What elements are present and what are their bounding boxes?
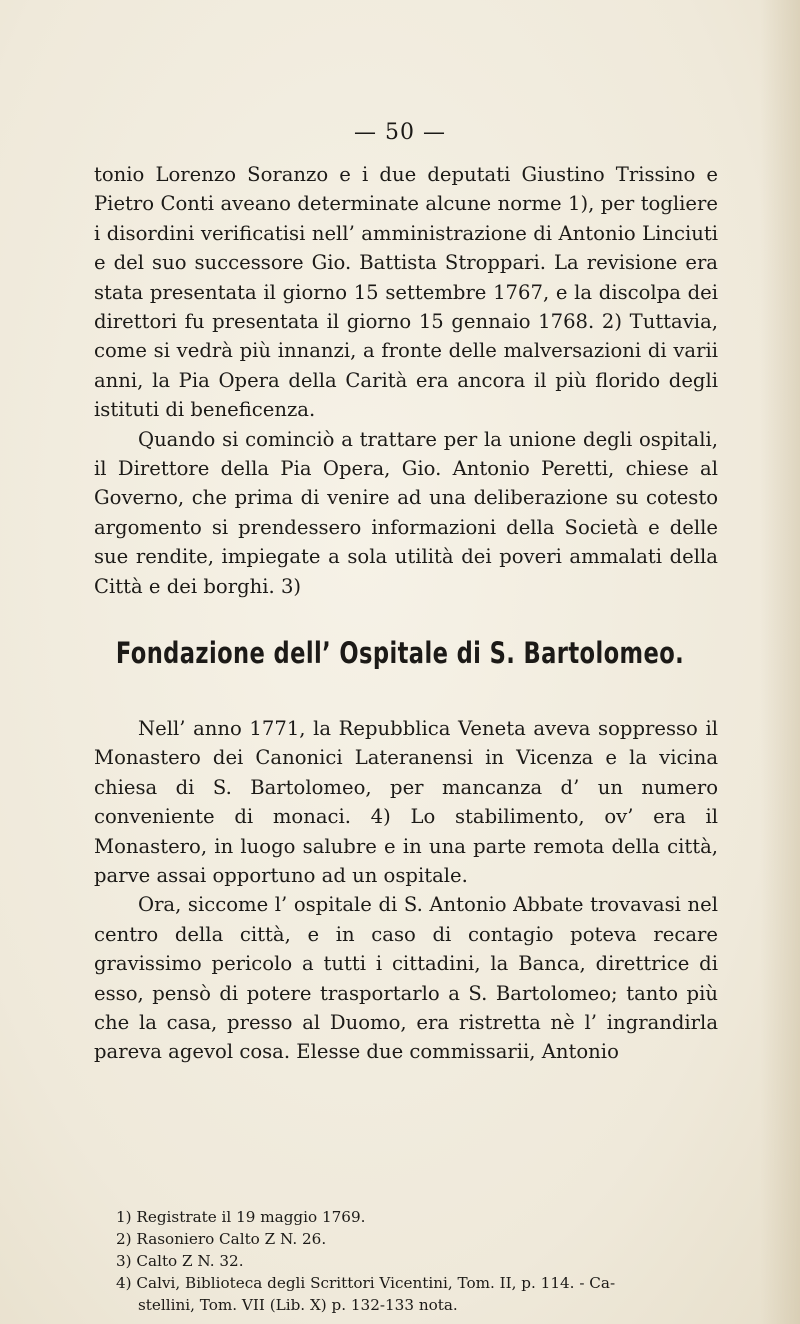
footnote-continuation: stellini, Tom. VII (Lib. X) p. 132-133 nota. <box>138 1296 458 1314</box>
paragraph-continued: tonio Lorenzo Soranzo e i due deputati Giustino Trissino e Pietro Conti aveano determinate alcune norme 1), per togliere i disordini verificatisi nell’ amministrazione di Antonio Linciuti e del suo successore Gio. Battista Stroppari. La revisione era stata presentata il giorno 15 settembre 1767, e la discolpa dei direttori fu presentata il giorno 15 gennaio 1768. 2) Tuttavia, come si vedrà più innanzi, a fronte delle malversazioni di varii anni, la Pia Opera della Carità era ancora il più florido degli istituti di beneficenza. <box>94 163 718 422</box>
footnotes <box>116 1206 716 1316</box>
footnote: 4) Calvi, Biblioteca degli Scrittori Vicentini, Tom. II, p. 114. - Ca- <box>116 1274 616 1292</box>
text-block-top <box>94 160 718 601</box>
page-edge-shadow <box>760 0 800 1324</box>
footnote: 3) Calto Z N. 32. <box>116 1252 244 1270</box>
footnote: 2) Rasoniero Calto Z N. 26. <box>116 1230 327 1248</box>
section-heading: Fondazione dell’ Ospitale di S. Bartolomeo. <box>115 636 685 670</box>
paragraph: Quando si cominciò a trattare per la unione degli ospitali, il Direttore della Pia Opera, Gio. Antonio Peretti, chiese al Governo, che prima di venire ad una deliberazione su cotesto argomento si prendessero informazioni della Società e delle sue rendite, impiegate a sola utilità dei poveri ammalati della Città e dei borghi. 3) <box>94 427 718 598</box>
paragraph: Nell’ anno 1771, la Repubblica Veneta aveva soppresso il Monastero dei Canonici Lateranensi in Vicenza e la vicina chiesa di S. Bartolomeo, per mancanza d’ un numero conveniente di monaci. 4) Lo stabilimento, ov’ era il Monastero, in luogo salubre e in una parte remota della città, parve assai opportuno ad un ospitale. <box>94 717 718 888</box>
text-block-bottom <box>94 714 718 1067</box>
page-number: — 50 — <box>354 120 446 145</box>
paragraph: Ora, siccome l’ ospitale di S. Antonio Abbate trovavasi nel centro della città, e in caso di contagio poteva recare gravissimo pericolo a tutti i cittadini, la Banca, direttrice di esso, pensò di potere trasportarlo a S. Bartolomeo; tanto più che la casa, presso al Duomo, era ristretta nè l’ ingrandirla pareva agevol cosa. Elesse due commissarii, Antonio <box>94 893 718 1064</box>
footnote: 1) Registrate il 19 maggio 1769. <box>116 1208 366 1226</box>
